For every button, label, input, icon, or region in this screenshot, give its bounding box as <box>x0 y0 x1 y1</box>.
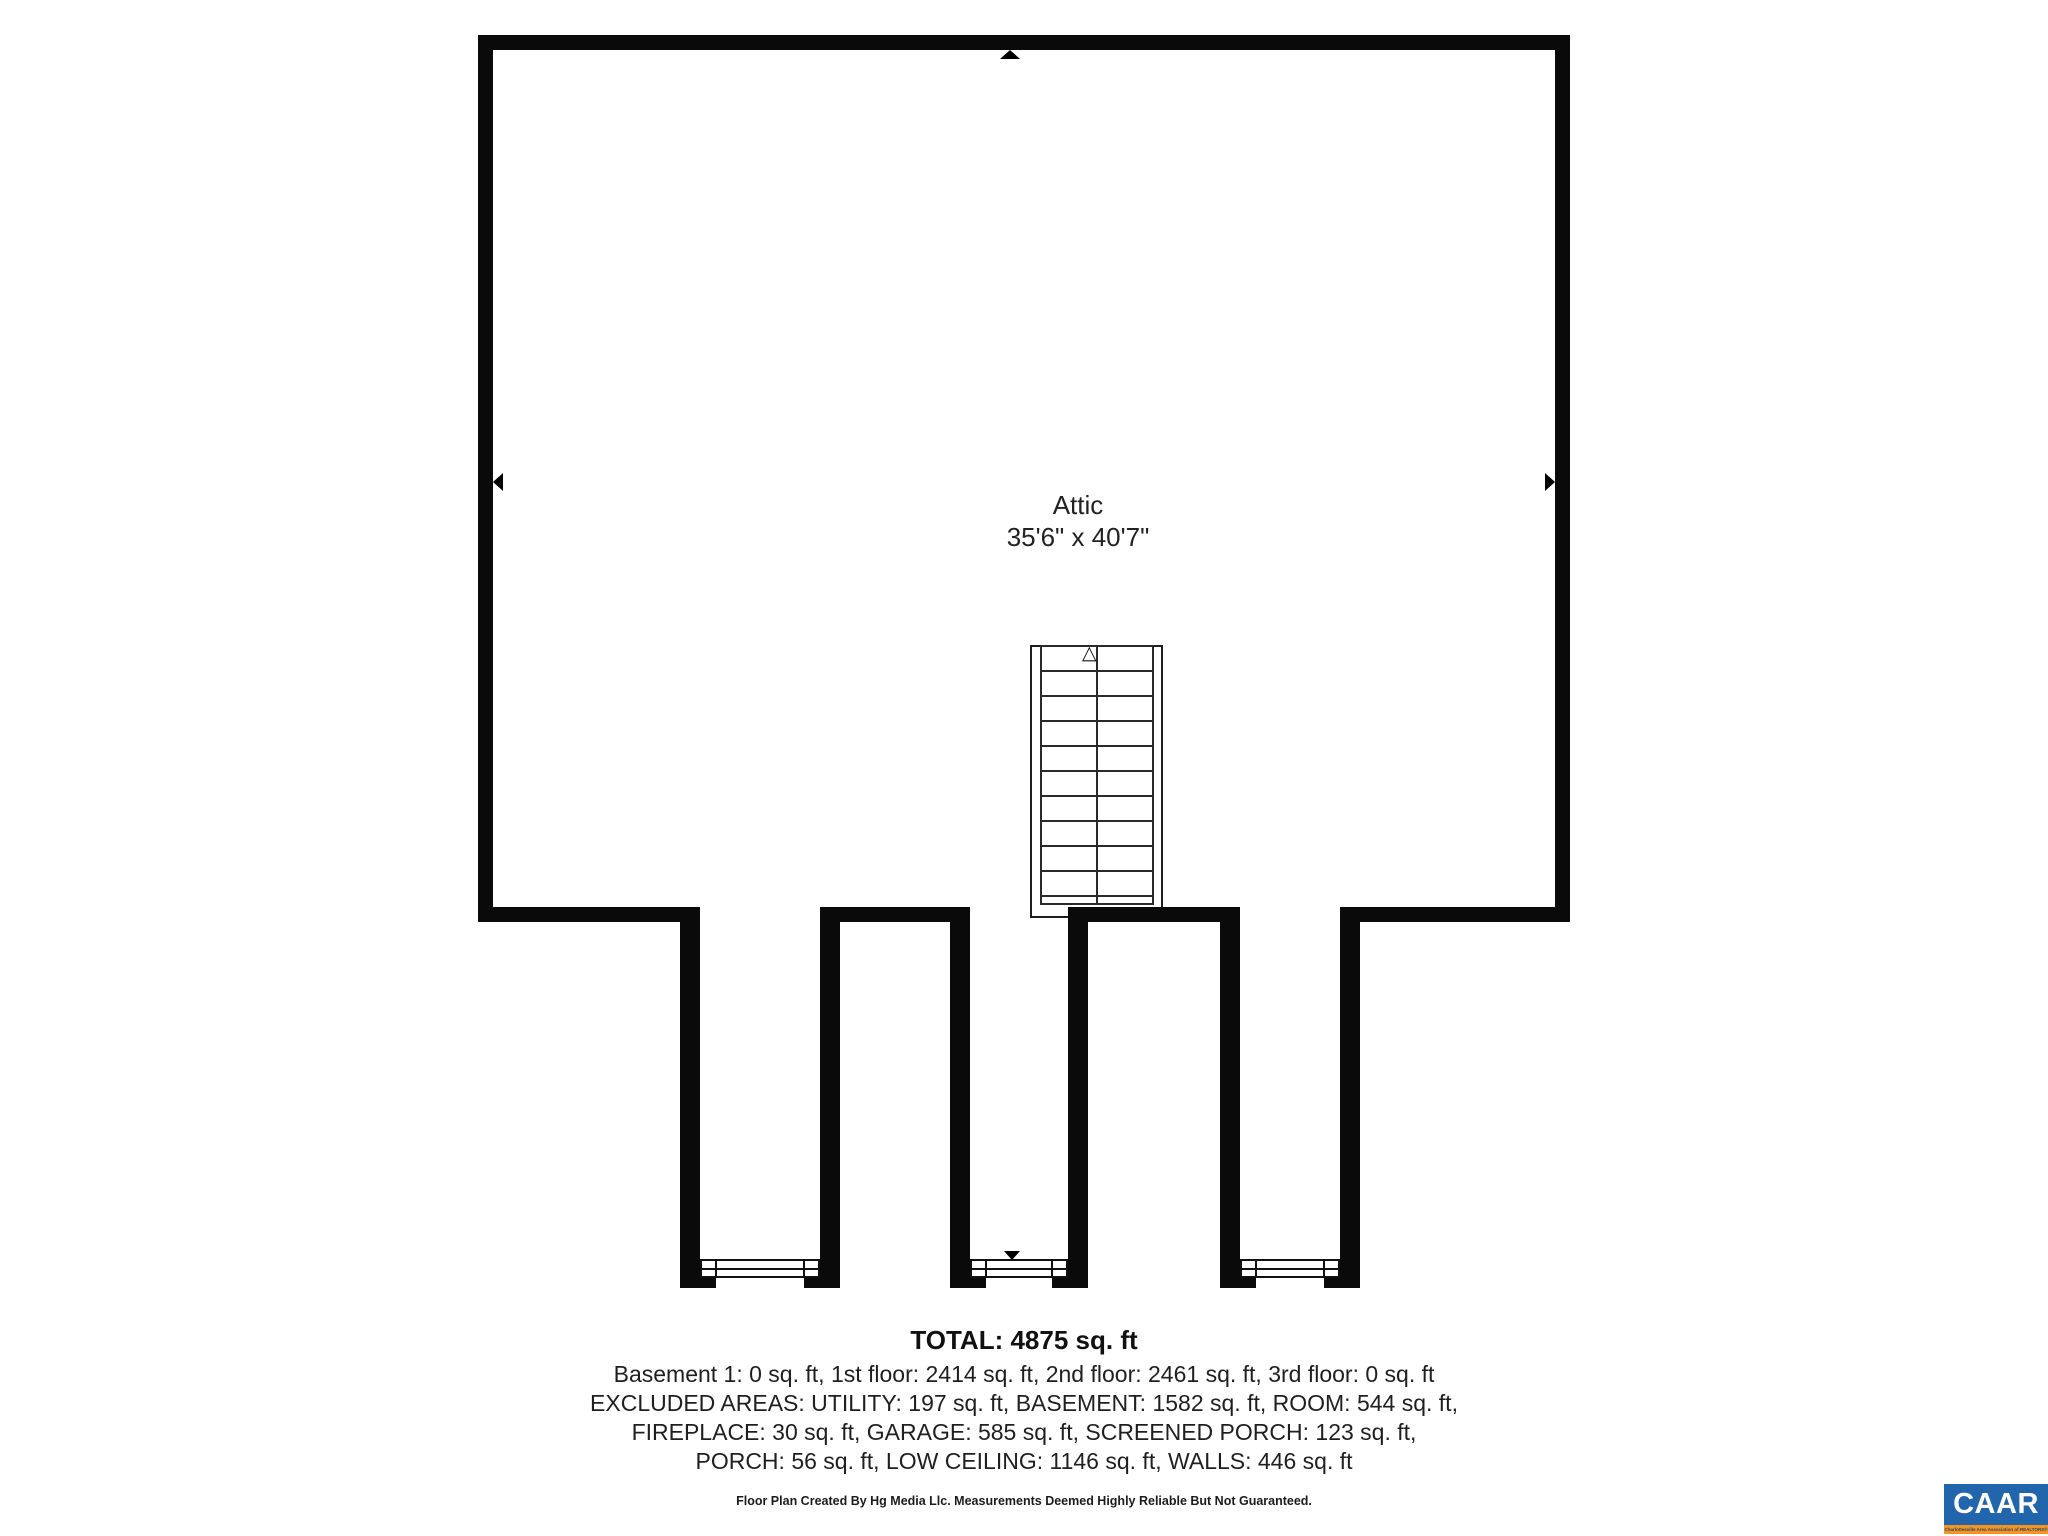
caar-logo-text: CAAR <box>1953 1488 2039 1520</box>
wall-top <box>478 35 1570 50</box>
disclaimer-text: Floor Plan Created By Hg Media Llc. Measurements Deemed Highly Reliable But Not Guaranteed. <box>736 1494 1312 1508</box>
dormer-left-wall <box>950 907 970 1288</box>
wall-left <box>478 35 493 922</box>
caar-logo-orange-strip <box>1944 1525 2048 1534</box>
wall-bottom-segment <box>1360 907 1570 922</box>
total-area-label: TOTAL: 4875 sq. ft <box>910 1325 1138 1355</box>
window <box>700 1259 820 1278</box>
room-label-group <box>1007 489 1150 553</box>
area-summary <box>590 1324 1458 1476</box>
window <box>970 1259 1068 1278</box>
window-divider <box>1051 1261 1053 1276</box>
window-divider <box>715 1261 717 1276</box>
window-divider <box>1255 1261 1257 1276</box>
dormer-right-wall <box>1340 907 1360 1288</box>
room-name: Attic <box>1052 490 1104 520</box>
left-wall-marker-icon <box>493 473 503 491</box>
caar-logo <box>1944 1484 2048 1534</box>
area-summary-line: PORCH: 56 sq. ft, LOW CEILING: 1146 sq. ft, WALLS: 446 sq. ft <box>695 1448 1353 1474</box>
right-wall-marker-icon <box>1545 473 1555 491</box>
stairs-up-icon: △ <box>1082 643 1097 664</box>
wall-bottom-segment <box>820 907 970 922</box>
room-dimensions: 35'6" x 40'7" <box>1006 522 1150 552</box>
window <box>1240 1259 1340 1278</box>
wall-right <box>1555 35 1570 922</box>
area-summary-line: EXCLUDED AREAS: UTILITY: 197 sq. ft, BASEMENT: 1582 sq. ft, ROOM: 544 sq. ft, <box>590 1390 1458 1416</box>
window-divider <box>803 1261 805 1276</box>
area-summary-line: Basement 1: 0 sq. ft, 1st floor: 2414 sq. ft, 2nd floor: 2461 sq. ft, 3rd floor: 0 sq. ft <box>613 1361 1435 1387</box>
window-marker-icon <box>1004 1251 1020 1260</box>
window-divider <box>1323 1261 1325 1276</box>
wall-bottom-segment <box>478 907 700 922</box>
window-pane-line <box>702 1268 818 1270</box>
caar-logo-blue-field <box>1944 1484 2048 1525</box>
window-divider <box>985 1261 987 1276</box>
caar-logo-tagline: Charlottesville Area Association of REALTORS® <box>1944 1527 2048 1532</box>
area-summary-line: FIREPLACE: 30 sq. ft, GARAGE: 585 sq. ft, SCREENED PORCH: 123 sq. ft, <box>631 1419 1417 1445</box>
north-marker-icon <box>1000 50 1020 59</box>
wall-bottom-segment <box>1068 907 1240 922</box>
dormer-right-wall <box>1068 907 1088 1288</box>
dormer-left-wall <box>680 907 700 1288</box>
dormer-right-wall <box>820 907 840 1288</box>
staircase-center-rail <box>1096 647 1098 903</box>
dormer-left-wall <box>1220 907 1240 1288</box>
